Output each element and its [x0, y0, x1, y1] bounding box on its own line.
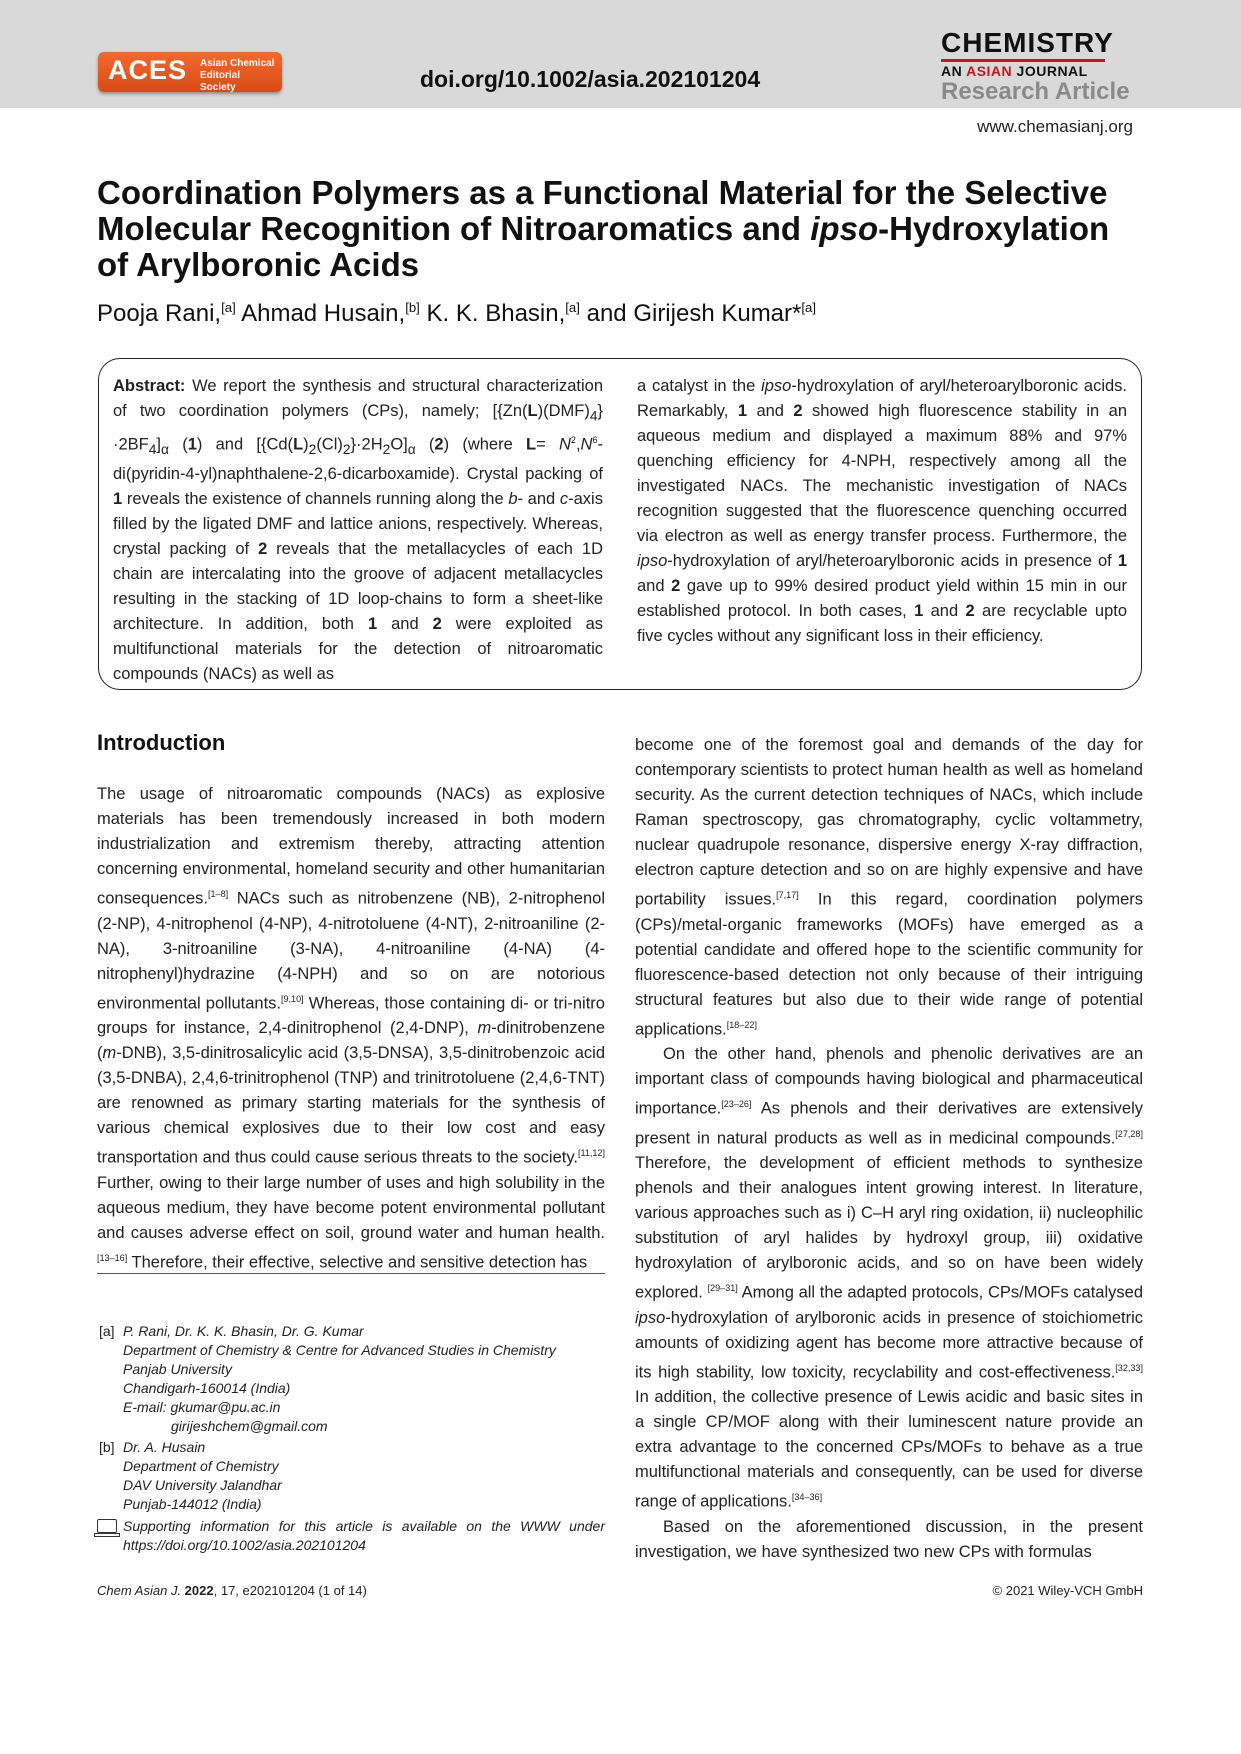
page-header [0, 0, 1241, 108]
supporting-info-note [97, 1517, 605, 1555]
footnote-b-label: [b] [99, 1439, 115, 1455]
journal-brand [941, 28, 1131, 104]
intro-paragraph-1: The usage of nitroaromatic compounds (NACs) as explosive materials has been tremendously increased in both modern industrialization and extremism thereby, attracting attention concerning environmental, homeland security and other humanitarian consequences.[1–8] NACs such as nitrobenzene (NB), 2-nitrophenol (2-NP), 4-nitrophenol (4-NP), 4-nitrotoluene (4-NT), 2-nitroaniline (2-NA), 3-nitroaniline (3-NA), 4-nitroaniline (4-NA) (4-nitrophenyl)hydrazine (4-NPH) and so on are notorious environmental pollutants.[9,10] Whereas, those containing di- or tri-nitro groups for instance, 2,4-dinitrophenol (2,4-DNP), m-dinitrobenzene (m-DNB), 3,5-dinitrosalicylic acid (3,5-DNSA), 3,5-dinitrobenzoic acid (3,5-DNBA), 2,4,6-trinitrophenol (TNP) and trinitrotoluene (2,4,6-TNT) are renowned as primary starting materials for the synthesis of various chemical explosives due to their low cost and easy transportation and thus could cause serious threats to the society.[11,12] Further, owing to their large number of uses and high solubility in the aqueous medium, they have become potent environmental pollutant and causes adverse effect on soil, ground water and human health.[13–16] Therefore, their effective, selective and sensitive detection has [97, 785, 605, 1271]
email-link-2[interactable]: girijeshchem@gmail.com [171, 1418, 328, 1434]
aces-subtitle: Asian Chemical Editorial Society [200, 58, 275, 93]
intro-paragraph-1-cont: become one of the foremost goal and demands of the day for contemporary scientists to protect human health as well as homeland security. As the current detection techniques of NACs, which include Raman spectroscopy, gas chromatography, cyclic voltammetry, nuclear quadrupole resonance, dispersive energy X-ray diffraction, electron capture detection and so on are highly expensive and have portability issues.[7,17] In this regard, coordination polymers (CPs)/metal-organic frameworks (MOFs) have emerged as a potential candidate and offered hope to the scientific community for fluorescence-based detection not only because of their intriguing structural features but also due to their wide range of potential applications.[18–22] [635, 736, 1143, 1038]
intro-right-column [635, 733, 1143, 1565]
intro-paragraph-3: Based on the aforementioned discussion, in the present investigation, we have synthesized two new CPs with formulas [635, 1517, 1143, 1561]
citation-footer: Chem Asian J. 2022, 17, e202101204 (1 of 14) [97, 1583, 367, 1598]
journal-website[interactable]: www.chemasianj.org [977, 117, 1133, 136]
copyright-footer: © 2021 Wiley-VCH GmbH [992, 1583, 1143, 1598]
doi-link[interactable]: doi.org/10.1002/asia.202101204 [420, 66, 761, 92]
footnote-a-label: [a] [99, 1323, 115, 1339]
email-link[interactable]: E-mail: gkumar@pu.ac.in [123, 1399, 281, 1415]
supporting-info-link[interactable]: Supporting information for this article is available on the WWW under https://doi.org/10.1002/asia.202101204 [123, 1518, 605, 1553]
article-title: Coordination Polymers as a Functional Material for the Selective Molecular Recognition of Nitroaromatics and ipso-Hydroxylation of Arylboronic Acids [97, 174, 1110, 283]
footnote-divider [97, 1273, 605, 1274]
author-list: Pooja Rani,[a] Ahmad Husain,[b] K. K. Bhasin,[a] and Girijesh Kumar*[a] [97, 300, 817, 327]
intro-left-column [97, 782, 605, 1275]
article-type: Research Article [941, 78, 1130, 105]
aces-logo-text: ACES [108, 55, 188, 85]
intro-paragraph-2: On the other hand, phenols and phenolic derivatives are an important class of compounds having biological and pharmaceutical importance.[23–26] As phenols and their derivatives are extensively present in natural products as well as in medicinal compounds.[27,28] Therefore, the development of efficient methods to synthesize phenols and their analogues intent growing interest. In literature, various approaches such as i) C–H aryl ring oxidation, ii) nucleophilic substitution of aryl halides by hydroxyl group, iii) oxidative hydroxylation of arylboronic acids, and so on have been widely explored. [29–31] Among all the adapted protocols, CPs/MOFs catalysed ipso-hydroxylation of arylboronic acids in presence of stoichiometric amounts of oxidizing agent has become more attractive because of its high stability, low toxicity, recyclability and cost-effectiveness.[32,33] In addition, the collective presence of Lewis acidic and basic sites in a single CP/MOF along with their luminescent nature provide an extra advantage to the concerned CPs/MOFs to behave as a true multifunctional materials and consequently, can be used for diverse range of applications.[34–36] [635, 1045, 1144, 1511]
abstract-left-column: Abstract: We report the synthesis and structural characterization of two coordination polymers (CPs), namely; $[\{Zn(L)(DMF)_4\}\cdot 2BF_4]_\alpha$ (1) and $[\{Cd(L)_2(Cl)_2\}\cdot 2H_2O]_\alpha$ (2) (where $L= N^2,N^6-di(pyridin-4-yl)naphthalene-2,6-dicarboxamide$). Crystal packing of 1 reveals the existence of channels running along the b- and c-axis filled by the ligated DMF and lattice anions, respectively. Whereas, crystal packing of 2 reveals that the metallacycles of each 1D chain are intercalating into the groove of adjacent metallacycles resulting in the stacking of 1D loop-chains to form a sheet-like architecture. In addition, both 1 and 2 were exploited as multifunctional materials for the detection of nitroaromatic compounds (NACs) as well as [113, 377, 603, 684]
footnote-a: [a] P. Rani, Dr. K. K. Bhasin, Dr. G. Kumar Department of Chemistry & Centre for Advanced Studies in Chemistry Panjab University Chandigarh-160014 (India) E-mail: gkumar@pu.ac.in girijeshchem@gmail.com [97, 1322, 605, 1436]
footnote-b: [b] Dr. A. Husain Department of Chemistry DAV University Jalandhar Punjab-144012 (India) [99, 1439, 282, 1512]
journal-name-line1: CHEMISTRY [941, 27, 1114, 58]
aces-logo[interactable] [98, 52, 282, 92]
abstract-right-column: a catalyst in the ipso-hydroxylation of aryl/heteroarylboronic acids. Remarkably, 1 and 2 showed high fluorescence stability in an aqueous medium and displayed a maximum 88% and 97% quenching efficiency for 4-NPH, respectively among all the investigated NACs. The mechanistic investigation of NACs recognition suggested that the fluorescence quenching occurred via electron as well as energy transfer process. Furthermore, the ipso-hydroxylation of aryl/heteroarylboronic acids in presence of 1 and 2 gave up to 99% desired product yield within 15 min in our established protocol. In both cases, 1 and 2 are recyclable upto five cycles without any significant loss in their efficiency. [637, 377, 1128, 645]
journal-name-line2: AN ASIAN JOURNAL [941, 63, 1088, 79]
section-heading-introduction: Introduction [97, 730, 226, 755]
computer-icon [97, 1519, 117, 1533]
